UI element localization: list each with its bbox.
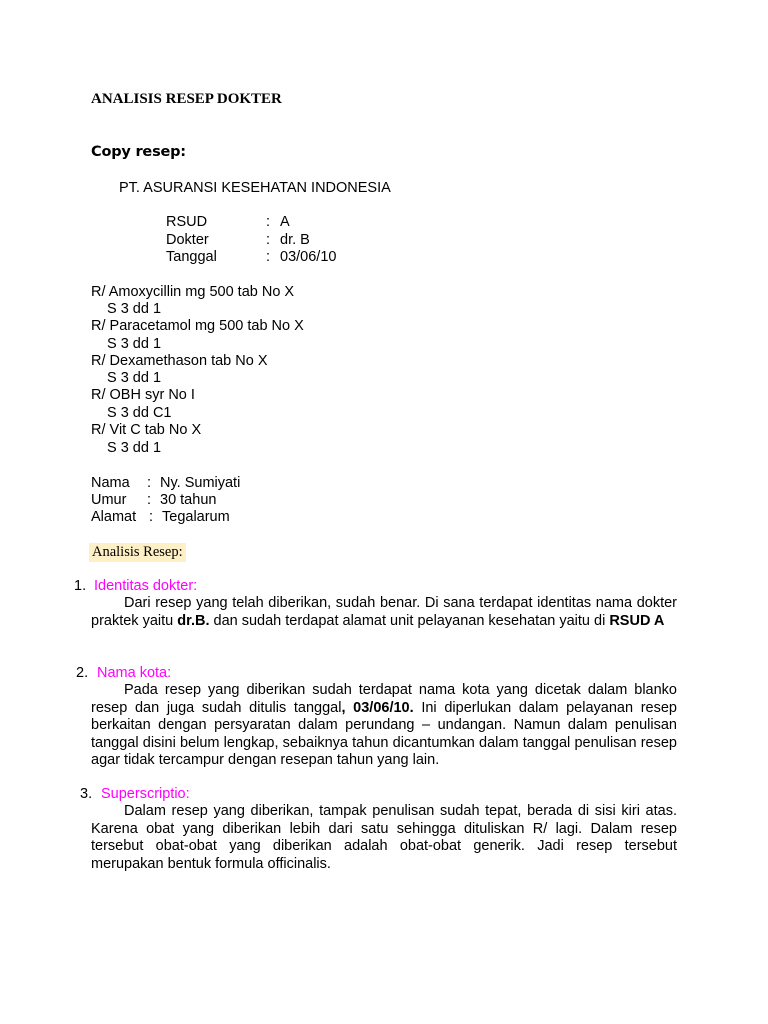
patient-value: 30 tahun <box>160 492 217 508</box>
prescription-signa: S 3 dd 1 <box>107 370 162 386</box>
analysis-heading: Analisis Resep: <box>89 543 186 562</box>
paragraph-text: Ini diperlukan dalam pelayanan resep berkaitan dengan persyaratan dalam perundang – undangan. Namun dalam penulisan tanggal disini belum lengkap, sebaiknya tahun dicantumkan dalam tanggal penulisan resep agar tidak tercampur dengan resepan tahun yang lain. <box>91 699 677 768</box>
patient-row-nama <box>91 475 351 492</box>
patient-colon: : <box>147 492 152 508</box>
section-paragraph <box>91 595 677 630</box>
patient-label: Alamat <box>91 509 137 525</box>
prescription-drug: R/ Paracetamol mg 500 tab No X <box>91 318 304 334</box>
paragraph-text: Pada resep yang diberikan sudah terdapat nama kota yang dicetak dalam blanko resep dan juga sudah ditulis tanggal <box>91 682 677 716</box>
prescription-drug: R/ Amoxycillin mg 500 tab No X <box>91 284 295 300</box>
meta-colon: : <box>266 249 271 265</box>
meta-row-dokter <box>166 232 366 249</box>
copy-resep-label: Copy resep: <box>91 144 186 160</box>
prescription-drug: R/ Dexamethason tab No X <box>91 353 268 369</box>
company-name: PT. ASURANSI KESEHATAN INDONESIA <box>119 180 391 196</box>
patient-colon: : <box>147 475 152 491</box>
patient-colon: : <box>149 509 154 525</box>
meta-value: A <box>280 214 290 230</box>
meta-colon: : <box>266 232 271 248</box>
paragraph-text: Dalam resep yang diberikan, tampak penulisan sudah tepat, berada di sisi kiri atas. Karena obat yang diberikan lebih dari satu sehingga dituliskan R/ lagi. Dalam resep tersebut obat-obat yang diberikan adalah obat-obat generik. Jadi resep tersebut merupakan bentuk formula officinalis. <box>91 803 677 872</box>
patient-value: Ny. Sumiyati <box>160 475 241 491</box>
prescription-drug: R/ OBH syr No I <box>91 387 195 403</box>
paragraph-bold: RSUD A <box>609 612 665 629</box>
meta-row-tanggal <box>166 249 366 266</box>
prescription-signa: S 3 dd 1 <box>107 336 162 352</box>
patient-row-alamat <box>91 509 351 526</box>
section-number: 3. <box>80 786 93 802</box>
patient-value: Tegalarum <box>162 509 230 525</box>
paragraph-text: Dari resep yang telah diberikan, sudah benar. Di sana terdapat identitas nama dokter praktek yaitu <box>91 595 677 629</box>
paragraph-bold: dr.B. <box>177 612 210 629</box>
section-number: 1. <box>74 578 87 594</box>
patient-row-umur <box>91 492 351 509</box>
section-heading: Identitas dokter: <box>94 578 198 594</box>
meta-label: RSUD <box>166 214 208 230</box>
prescription-signa: S 3 dd 1 <box>107 440 162 456</box>
meta-value: 03/06/10 <box>280 249 337 265</box>
paragraph-bold: , 03/06/10. <box>341 699 414 716</box>
meta-row-rsud <box>166 214 366 231</box>
section-heading: Superscriptio: <box>101 786 190 802</box>
document-title: ANALISIS RESEP DOKTER <box>91 91 282 107</box>
patient-label: Umur <box>91 492 127 508</box>
meta-label: Dokter <box>166 232 209 248</box>
section-paragraph <box>91 803 677 873</box>
section-heading: Nama kota: <box>97 665 172 681</box>
prescription-signa: S 3 dd C1 <box>107 405 172 421</box>
patient-label: Nama <box>91 475 130 491</box>
paragraph-text: dan sudah terdapat alamat unit pelayanan kesehatan yaitu di <box>209 612 610 629</box>
meta-colon: : <box>266 214 271 230</box>
prescription-drug: R/ Vit C tab No X <box>91 422 202 438</box>
meta-label: Tanggal <box>166 249 217 265</box>
section-number: 2. <box>76 665 89 681</box>
meta-value: dr. B <box>280 232 310 248</box>
section-paragraph <box>91 682 677 770</box>
prescription-signa: S 3 dd 1 <box>107 301 162 317</box>
